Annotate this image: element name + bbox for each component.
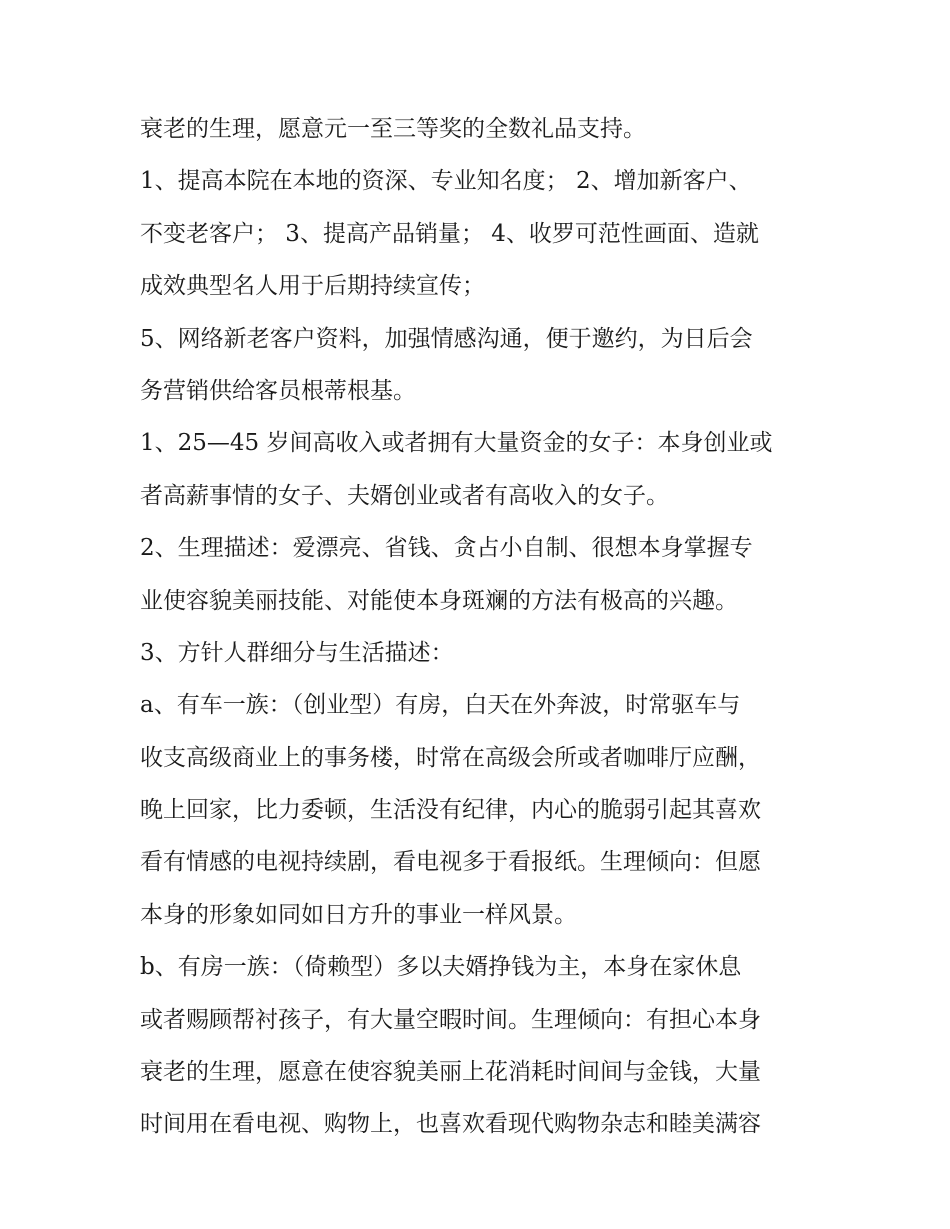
- text-line: 衰老的生理，愿意元一至三等奖的全数礼品支持。: [140, 116, 646, 142]
- text-line: 本身的形象如同如日方升的事业一样风景。: [140, 901, 577, 928]
- text-line: 1、25—45 岁间高收入或者拥有大量资金的女子：本身创业或: [140, 430, 773, 457]
- text-line: 5、网络新老客户资料，加强情感沟通，便于邀约，为日后会: [140, 325, 753, 352]
- text-line: b、有房一族：（倚赖型）多以夫婿挣钱为主，本身在家休息: [140, 954, 742, 981]
- text-line: 1、提高本院在本地的资深、专业知名度； 2、增加新客户、: [140, 168, 752, 195]
- text-line: 时间用在看电视、购物上，也喜欢看现代购物杂志和睦美满容: [140, 1111, 761, 1138]
- text-line: 3、方针人群细分与生活描述：: [140, 639, 454, 666]
- text-line: 收支高级商业上的事务楼，时常在高级会所或者咖啡厅应酬，: [140, 744, 761, 771]
- text-line: 看有情感的电视持续剧，看电视多于看报纸。生理倾向：但愿: [140, 849, 761, 876]
- text-line: 晚上回家，比力委顿，生活没有纪律，内心的脆弱引起其喜欢: [140, 797, 761, 824]
- text-line: a、有车一族：（创业型）有房，白天在外奔波，时常驱车与: [140, 692, 741, 719]
- text-line: 业使容貌美丽技能、对能使本身斑斓的方法有极高的兴趣。: [140, 587, 738, 614]
- text-line: 者高薪事情的女子、夫婿创业或者有高收入的女子。: [140, 482, 669, 509]
- text-line: 或者赐顾帮衬孩子，有大量空暇时间。生理倾向：有担心本身: [140, 1006, 761, 1033]
- document-body: [140, 103, 820, 1151]
- text-line: 务营销供给客员根蒂根基。: [140, 377, 416, 404]
- text-line: 不变老客户； 3、提高产品销量； 4、收罗可范性画面、造就: [140, 220, 759, 247]
- text-line: 成效典型名人用于后期持续宣传；: [140, 273, 485, 300]
- text-line: 衰老的生理，愿意在使容貌美丽上花消耗时间间与金钱，大量: [140, 1059, 761, 1086]
- text-line: 2、生理描述：爱漂亮、省钱、贪占小自制、很想本身掌握专: [140, 535, 753, 562]
